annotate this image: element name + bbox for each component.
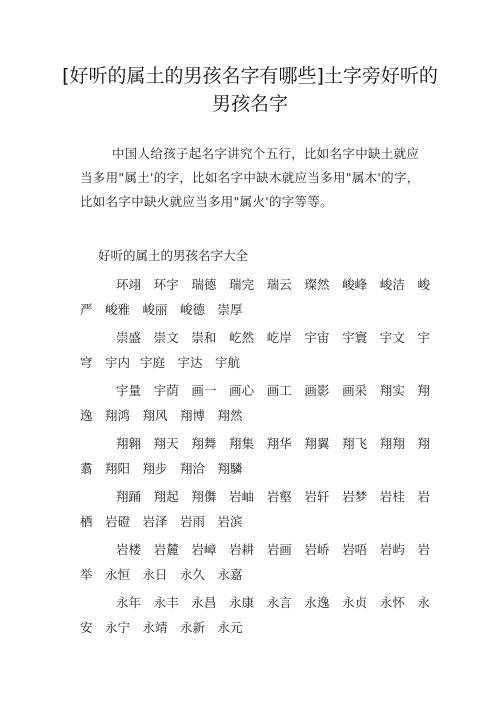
name-group: 宇量 宇荫 画一 画心 画工 画影 画采 翔实 翔逸 翔鸿 翔风 翔博 翔然 — [80, 383, 430, 423]
name-group: 翔踊 翔起 翔儛 岩岫 岩壑 岩轩 岩梦 岩桂 岩栖 岩磴 岩泽 岩雨 岩滨 — [80, 489, 430, 529]
document-title: [好听的属土的男孩名字有哪些]土字旁好听的男孩名字 — [62, 65, 438, 115]
name-list — [80, 272, 430, 643]
section-heading: 好听的属土的男孩名字大全 — [98, 248, 249, 263]
name-group: 岩楼 岩麓 岩嶂 岩耕 岩画 岩峤 岩唔 岩屿 岩举 永恒 永日 永久 永嘉 — [80, 542, 430, 582]
intro-paragraph: 中国人给孩子起名字讲究个五行，比如名字中缺土就应当多用"属土'的字，比如名字中缺木就应当多用"属木'的字，比如名字中缺火就应当多用"属火'的字等等。 — [80, 146, 420, 209]
name-group: 翔翱 翔天 翔舞 翔集 翔华 翔翼 翔飞 翔翔 翔翥 翔阳 翔步 翔洽 翔驎 — [80, 436, 430, 476]
name-group: 永年 永丰 永昌 永康 永言 永逸 永贞 永怀 永安 永宁 永靖 永新 永元 — [80, 595, 430, 635]
name-group: 崇盛 崇文 崇和 屹然 屹岸 宇宙 宇寰 宇文 宇穹 宇内 宇庭 宇达 宇航 — [80, 330, 430, 370]
name-group: 环翊 环宇 瑞德 瑞完 瑞云 璨然 峻峰 峻洁 峻严 峻雅 峻丽 峻德 崇厚 — [80, 277, 430, 317]
